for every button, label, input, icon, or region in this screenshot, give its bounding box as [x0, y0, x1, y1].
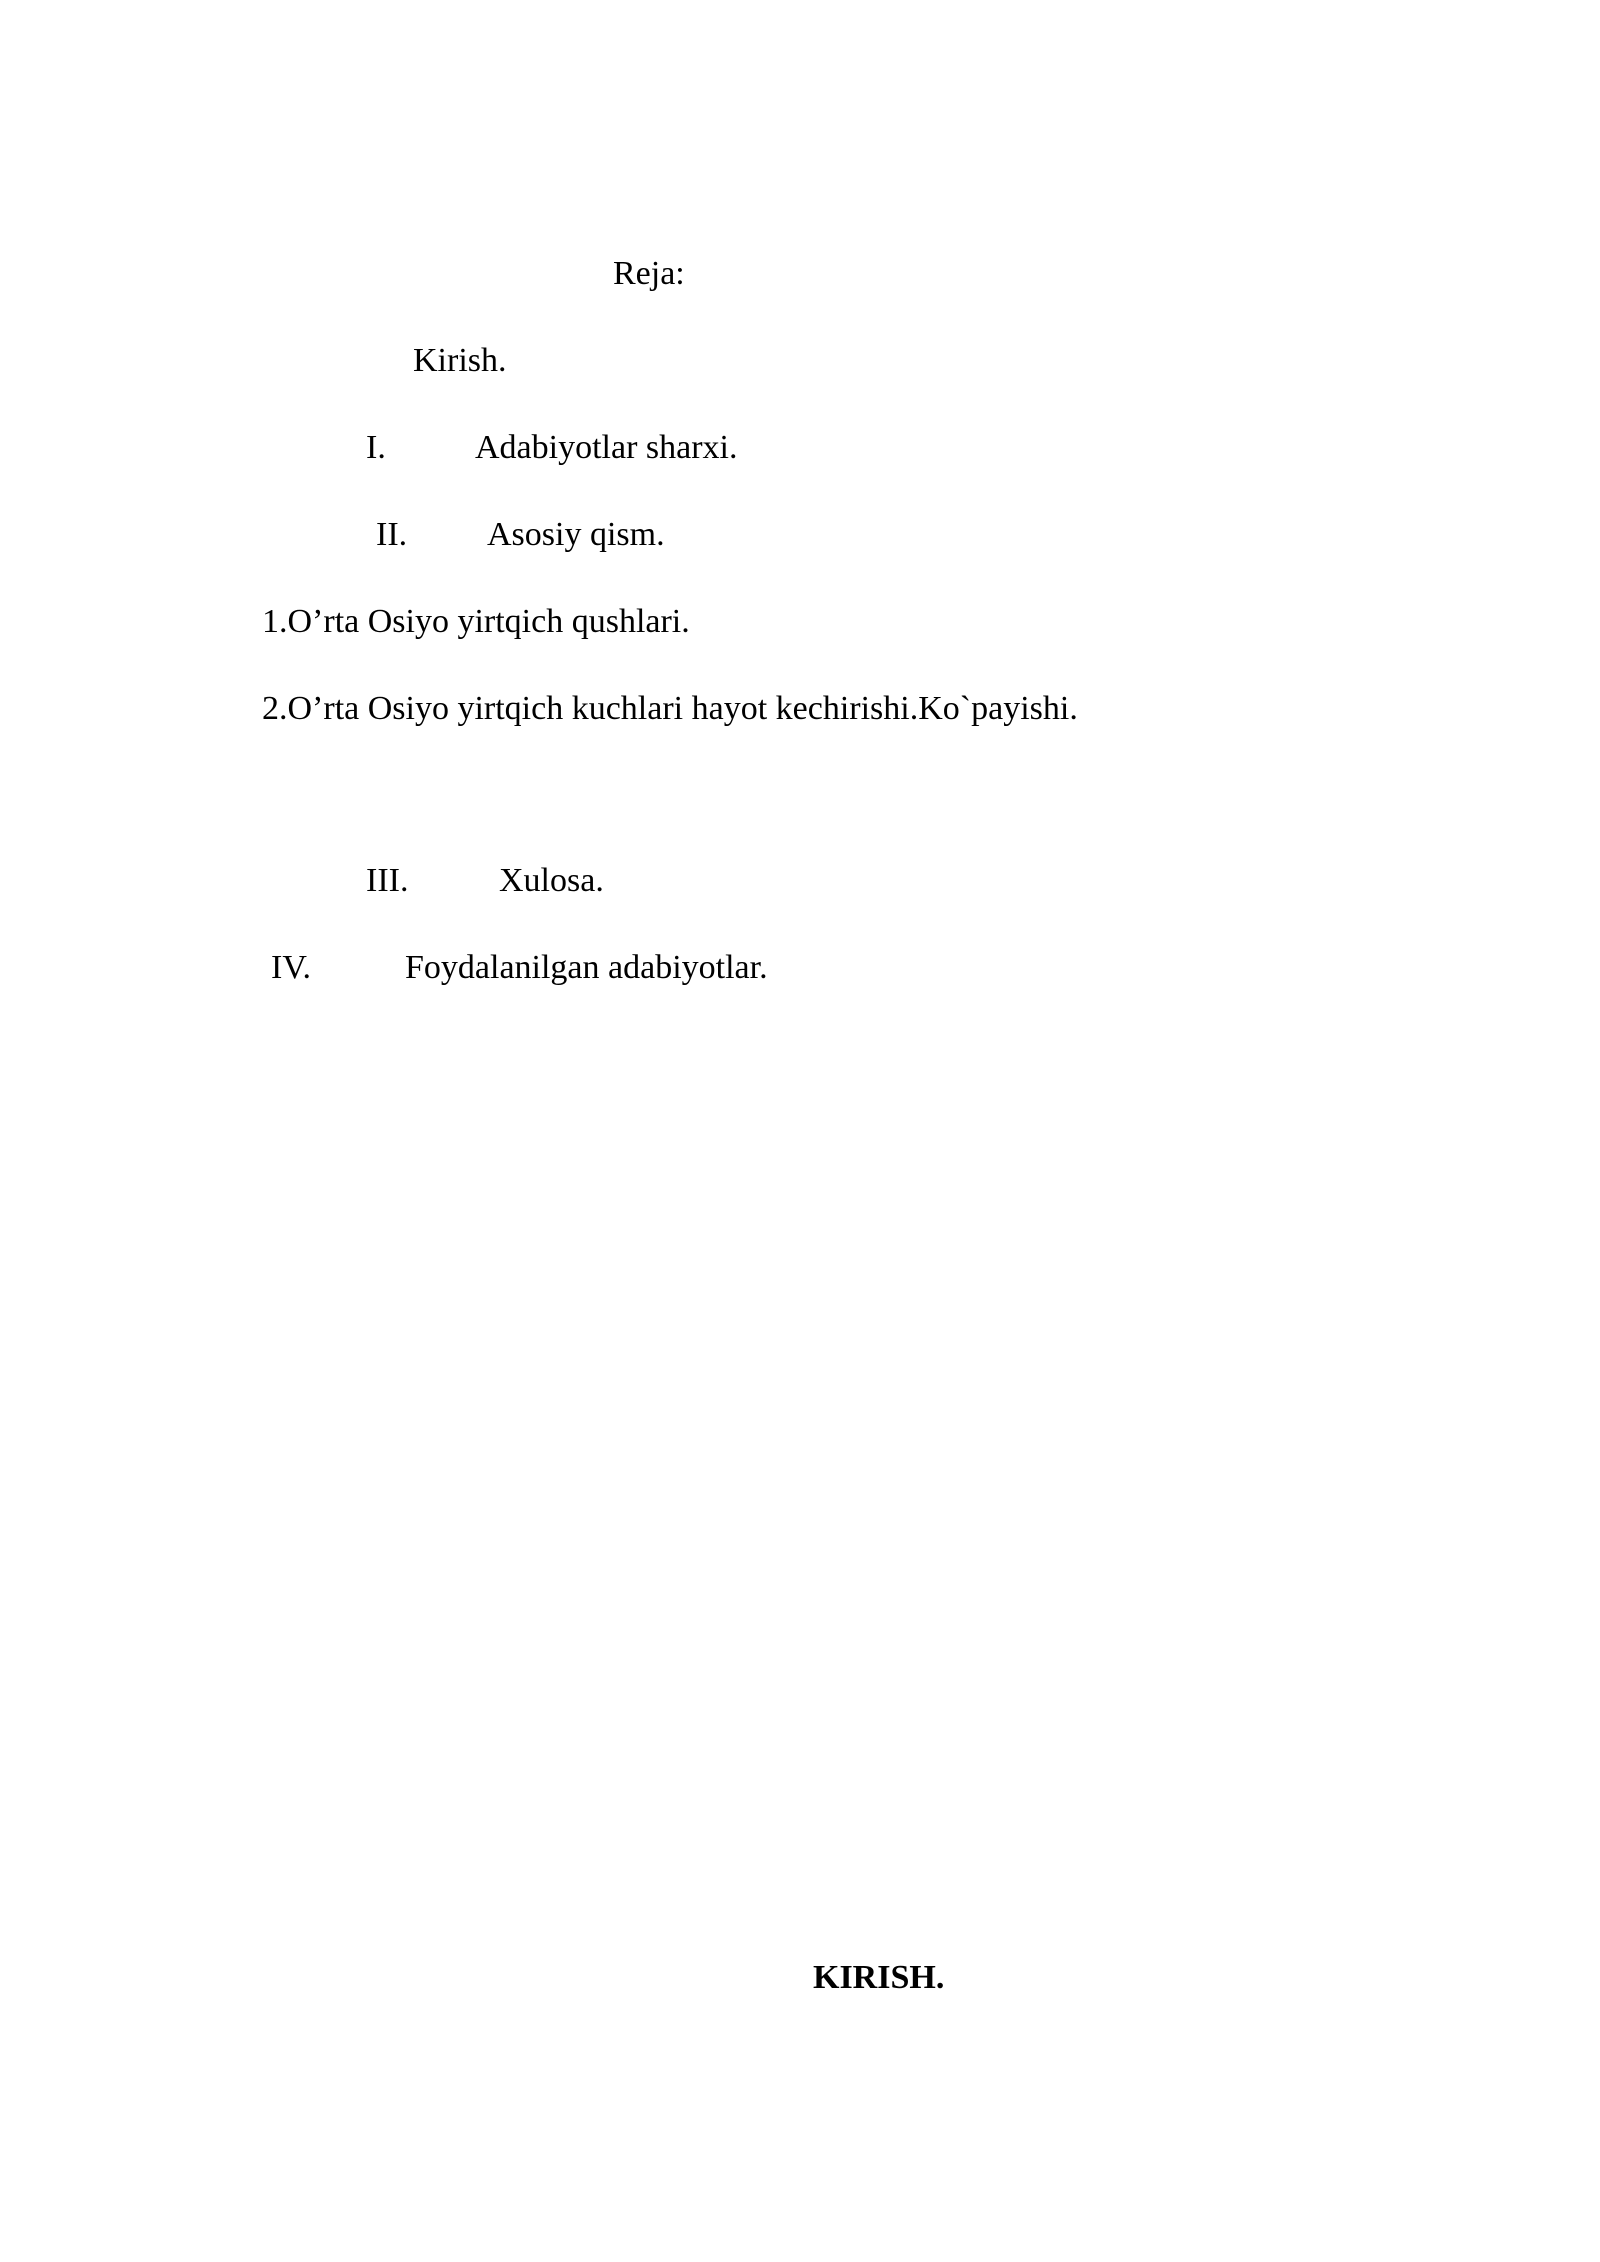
plan-item-2-numeral: II. [376, 516, 408, 553]
plan-item-3-text: Xulosa. [499, 862, 604, 899]
plan-item-1-text: Adabiyotlar sharxi. [475, 429, 738, 466]
section-heading: KIRISH. [813, 1959, 945, 1996]
plan-item-4-numeral: IV. [271, 949, 311, 986]
plan-title: Reja: [613, 255, 685, 292]
plan-item-4-text: Foydalanilgan adabiyotlar. [405, 949, 768, 986]
plan-subitem-2: 2.O’rta Osiyo yirtqich kuchlari hayot kechirishi.Ko`payishi. [262, 690, 1078, 727]
plan-item-2-text: Asosiy qism. [487, 516, 665, 553]
plan-item-1-numeral: I. [366, 429, 386, 466]
plan-subitem-1: 1.O’rta Osiyo yirtqich qushlari. [262, 603, 690, 640]
plan-item-3-numeral: III. [366, 862, 409, 899]
plan-intro: Kirish. [413, 342, 507, 379]
